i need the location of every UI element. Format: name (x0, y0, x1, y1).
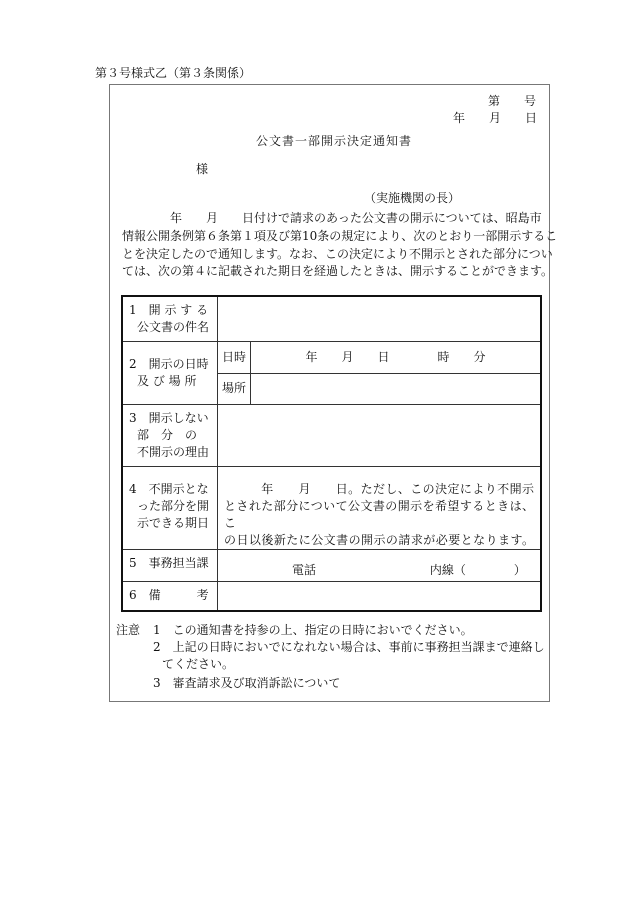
extension-label: 内線（ ） (429, 562, 526, 577)
label: 3 開示しない (129, 410, 209, 425)
datetime-field[interactable]: 年 月 日 時 分 (251, 341, 542, 373)
reason-field[interactable] (218, 404, 542, 466)
notes-heading: 注意 (116, 623, 141, 637)
label: った部分を開 (137, 498, 210, 513)
body-line: 情報公開条例第６条第１項及び第10条の規定により、次のとおり一部開示するこ (122, 229, 558, 243)
label: 示できる期日 (137, 515, 210, 530)
form-id: 第３号様式乙（第３条関係） (95, 66, 252, 80)
text-line: 年 月 日。ただし、この決定により不開示 (224, 481, 534, 496)
datetime-label: 日時 (218, 341, 251, 373)
label: 5 事務担当課 (122, 549, 218, 581)
document-title: 公文書一部開示決定通知書 (256, 134, 413, 148)
note-item: 3 審査請求及び取消訴訟について (153, 676, 341, 690)
text-line: の日以後新たに公文書の開示の請求が必要となります。 (224, 532, 534, 547)
document-date: 年 月 日 (453, 111, 538, 125)
department-field[interactable] (218, 549, 542, 581)
decision-table (121, 295, 542, 612)
label: 4 不開示とな (129, 481, 209, 496)
label: 2 開示の日時 (129, 356, 209, 371)
row-disclosure-date (122, 466, 541, 549)
body-line: ては、次の第４に記載された期日を経過したときは、開示することができます。 (122, 264, 554, 278)
addressee: 様 (196, 162, 209, 176)
label: 部 分 の (137, 427, 198, 442)
disclosure-date-field[interactable] (218, 466, 542, 549)
row-datetime (122, 341, 541, 373)
phone-label: 電話 (292, 562, 317, 577)
note-item: 1 この通知書を持参の上、指定の日時においでください。 (153, 623, 473, 637)
place-field[interactable] (251, 373, 542, 404)
document-number: 第 号 (488, 94, 537, 108)
subject-field[interactable] (218, 296, 542, 341)
label: 公文書の件名 (137, 319, 210, 334)
place-label: 場所 (218, 373, 251, 404)
note-item: てください。 (162, 657, 235, 671)
issuer: （実施機関の長） (364, 191, 461, 205)
note-item: 2 上記の日時においでになれない場合は、事前に事務担当課まで連絡し (153, 640, 545, 654)
row-department (122, 549, 541, 581)
remarks-field[interactable] (218, 581, 542, 611)
row-nondisclosure-reason (122, 404, 541, 466)
label: 6 備 考 (122, 581, 218, 611)
label: 1 開 示 す る (129, 302, 209, 317)
body-line: とを決定したので通知します。なお、この決定により不開示とされた部分につい (122, 247, 553, 261)
row-remarks (122, 581, 541, 611)
label: 及 び 場 所 (137, 373, 197, 388)
body-line: 年 月 日付けで請求のあった公文書の開示については、昭島市 (122, 211, 542, 225)
label: 不開示の理由 (137, 444, 210, 459)
row-document-subject (122, 296, 541, 341)
text-line: とされた部分について公文書の開示を希望するときは、こ (224, 498, 534, 530)
